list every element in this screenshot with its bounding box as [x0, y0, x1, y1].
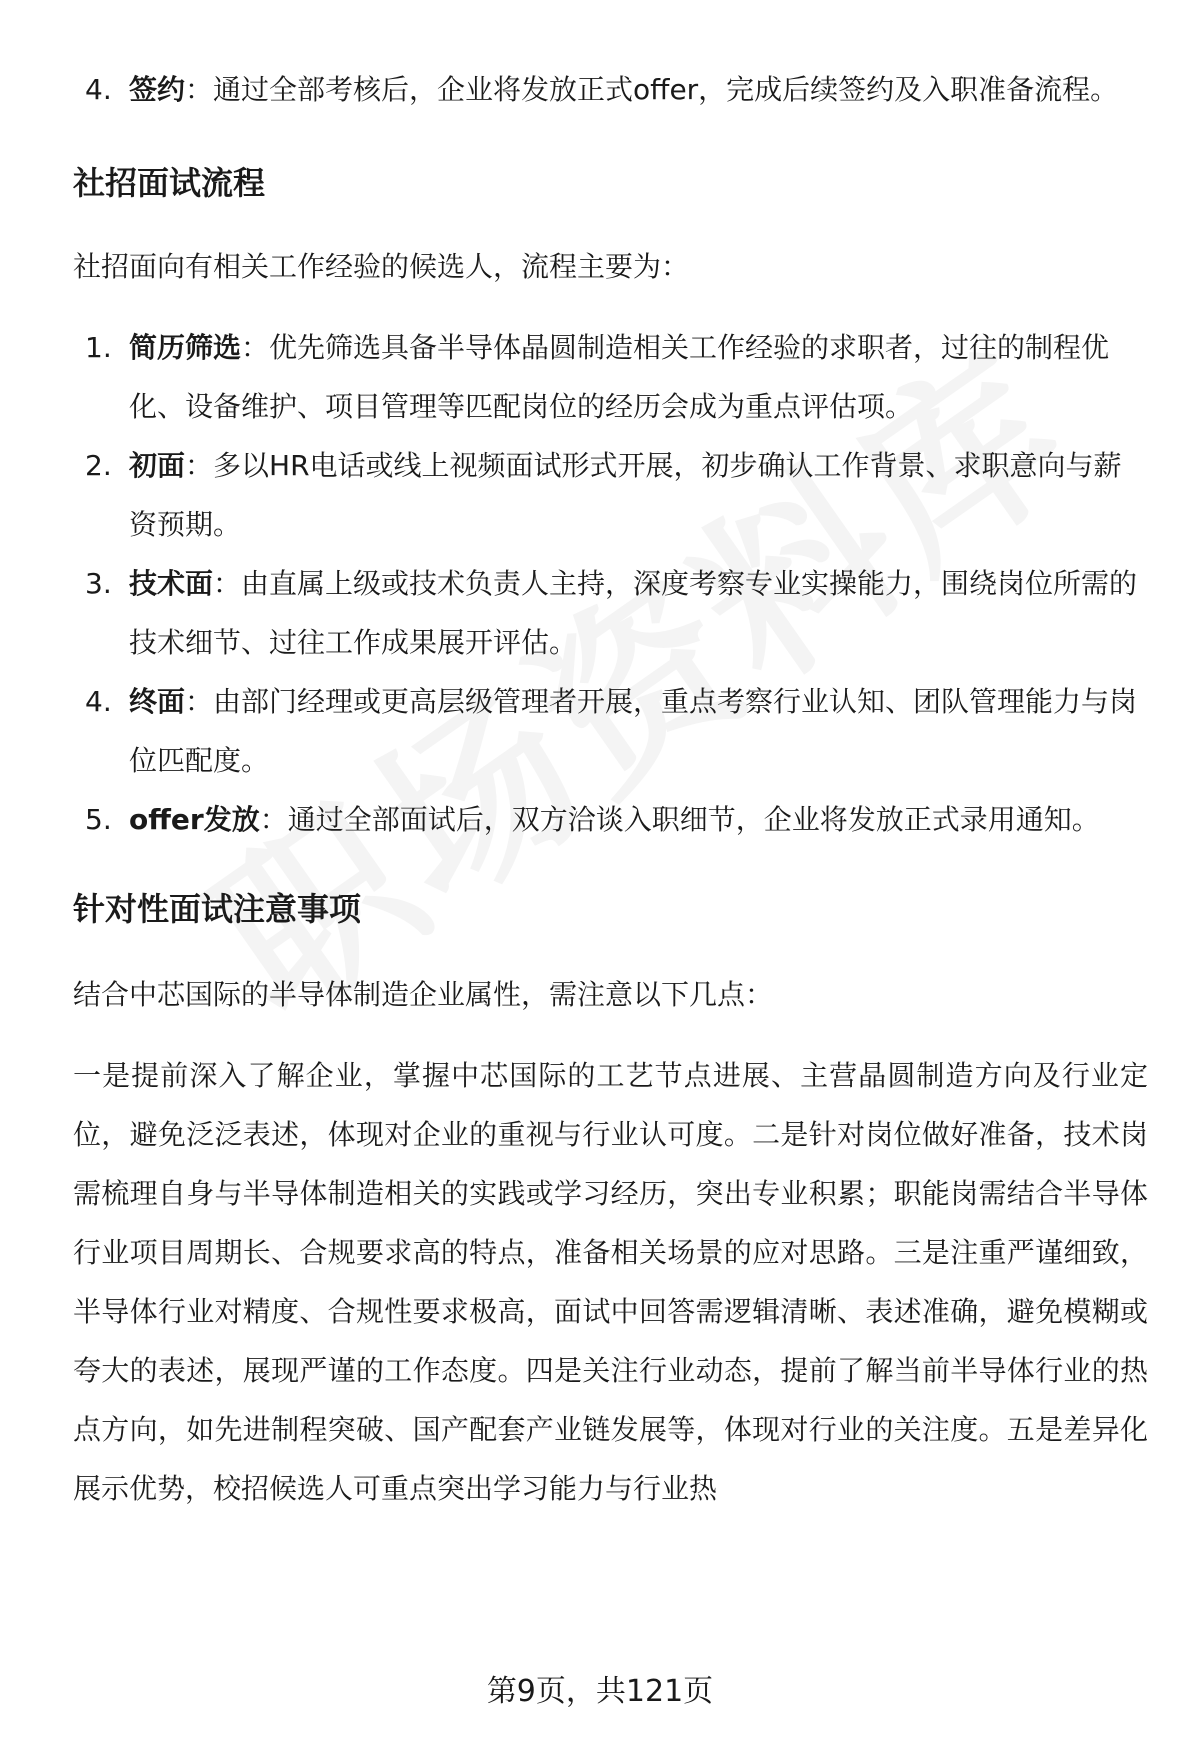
- list-item-text: ：通过全部面试后，双方洽谈入职细节，企业将发放正式录用通知。: [259, 803, 1100, 836]
- social-recruitment-steps: [73, 318, 1148, 849]
- section-heading-social-recruitment: 社招面试流程: [73, 164, 266, 202]
- list-item-number: 5.: [85, 803, 112, 836]
- list-item-text: ：多以HR电话或线上视频面试形式开展，初步确认工作背景、求职意向与薪资预期。: [129, 449, 1122, 541]
- list-item-term: 签约: [129, 73, 186, 106]
- list-item-text: ：由部门经理或更高层级管理者开展，重点考察行业认知、团队管理能力与岗位匹配度。: [129, 685, 1138, 777]
- list-item-number: 4.: [85, 73, 112, 106]
- list-item-number: 4.: [85, 685, 112, 718]
- list-item-text: ：优先筛选具备半导体晶圆制造相关工作经验的求职者，过往的制程优化、设备维护、项目管理等匹配岗位的经历会成为重点评估项。: [129, 331, 1110, 423]
- list-item: [73, 790, 1148, 849]
- page-content: [73, 60, 1148, 1518]
- list-item-number: 2.: [85, 449, 112, 482]
- list-item-text: ：通过全部考核后，企业将发放正式offer，完成后续签约及入职准备流程。: [185, 73, 1119, 106]
- list-item-term: offer发放: [129, 803, 260, 836]
- list-item: [73, 436, 1148, 554]
- top-list: [73, 60, 1148, 119]
- list-item: [73, 318, 1148, 436]
- section-intro: 结合中芯国际的半导体制造企业属性，需注意以下几点：: [73, 978, 774, 1011]
- list-item-number: 1.: [85, 331, 112, 364]
- section-body-paragraph: 一是提前深入了解企业，掌握中芯国际的工艺节点进展、主营晶圆制造方向及行业定位，避免泛泛表述，体现对企业的重视与行业认可度。二是针对岗位做好准备，技术岗需梳理自身与半导体制造相关的实践或学习经历，突出专业积累；职能岗需结合半导体行业项目周期长、合规要求高的特点，准备相关场景的应对思路。三是注重严谨细致，半导体行业对精度、合规性要求极高，面试中回答需逻辑清晰、表述准确，避免模糊或夸大的表述，展现严谨的工作态度。四是关注行业动态，提前了解当前半导体行业的热点方向，如先进制程突破、国产配套产业链发展等，体现对行业的关注度。五是差异化展示优势，校招候选人可重点突出学习能力与行业热: [73, 1059, 1148, 1505]
- list-item: [73, 554, 1148, 672]
- list-item: [73, 60, 1148, 119]
- page-number-footer: 第9页，共121页: [486, 1674, 714, 1709]
- list-item-term: 技术面: [129, 567, 214, 600]
- list-item-term: 简历筛选: [129, 331, 242, 364]
- list-item: [73, 672, 1148, 790]
- list-item-term: 终面: [129, 685, 186, 718]
- section-heading-interview-tips: 针对性面试注意事项: [73, 890, 362, 928]
- section-intro: 社招面向有相关工作经验的候选人，流程主要为：: [73, 250, 690, 283]
- list-item-number: 3.: [85, 567, 112, 600]
- list-item-term: 初面: [129, 449, 186, 482]
- list-item-text: ：由直属上级或技术负责人主持，深度考察专业实操能力，围绕岗位所需的技术细节、过往工作成果展开评估。: [129, 567, 1138, 659]
